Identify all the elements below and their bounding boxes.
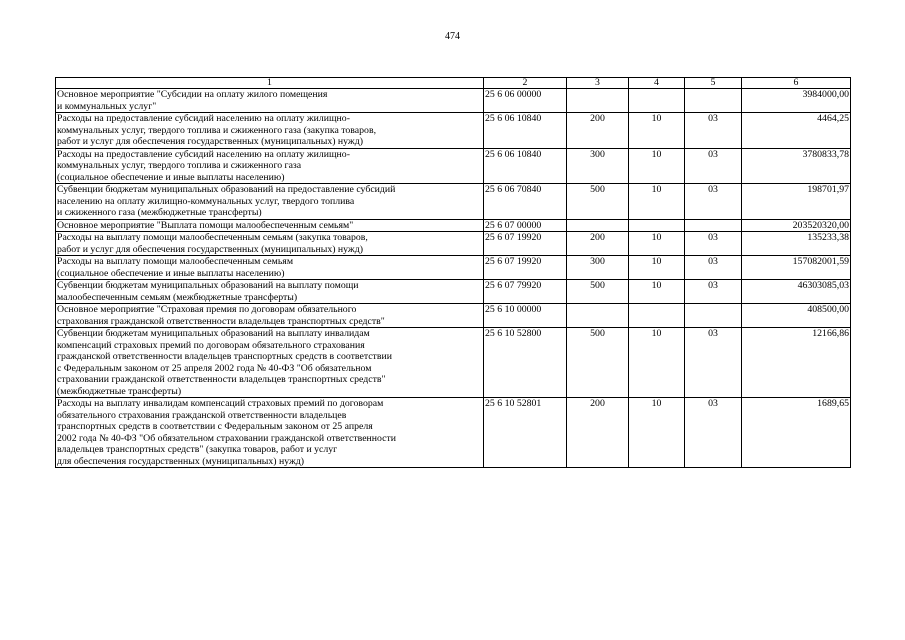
row-col4-cell: 10 [629,113,685,149]
row-col5-cell [685,89,742,113]
row-amount-cell: 198701,97 [742,184,851,220]
row-code-cell: 25 6 07 19920 [484,232,567,256]
row-col4-cell: 10 [629,184,685,220]
row-amount-cell: 3780833,78 [742,148,851,184]
row-amount-cell: 4464,25 [742,113,851,149]
row-amount-cell: 408500,00 [742,304,851,328]
table-row [56,148,851,184]
page-number: 474 [445,31,460,42]
row-name-cell: Расходы на предоставление субсидий населению на оплату жилищно- коммунальных услуг, твердого топлива и сжиженного газа (социальное обеспечение и иные выплаты населению) [56,148,484,184]
row-code-cell: 25 6 07 00000 [484,219,567,232]
row-name-cell: Субвенции бюджетам муниципальных образований на выплату инвалидам компенсаций страховых премий по договорам обязательного страхования гражданской ответственности владельцев транспортных средств в соответствии с Федеральным законом от 25 апреля 2002 года № 40-ФЗ "Об обязательном страховании гражданской ответственности владельцев транспортных средств" (межбюджетные трансферты) [56,328,484,398]
row-col4-cell: 10 [629,398,685,468]
row-amount-cell: 135233,38 [742,232,851,256]
row-col5-cell: 03 [685,328,742,398]
row-name-cell: Расходы на выплату помощи малообеспеченным семьям (закупка товаров, работ и услуг для обеспечения государственных (муниципальных) нужд) [56,232,484,256]
row-col3-cell: 300 [567,256,629,280]
budget-table [55,77,851,468]
row-name-cell: Основное мероприятие "Страховая премия по договорам обязательного страхования гражданской ответственности владельцев транспортных средств" [56,304,484,328]
row-col3-cell: 300 [567,148,629,184]
row-col5-cell [685,304,742,328]
row-col4-cell [629,89,685,113]
header-cell-3: 3 [567,78,629,89]
row-code-cell: 25 6 07 79920 [484,280,567,304]
table-row [56,328,851,398]
header-cell-name: 1 [56,78,484,89]
row-amount-cell: 3984000,00 [742,89,851,113]
row-code-cell: 25 6 07 19920 [484,256,567,280]
row-name-cell: Расходы на предоставление субсидий населению на оплату жилищно- коммунальных услуг, твердого топлива и сжиженного газа (закупка товаров, работ и услуг для обеспечения государственных (муниципальных) нужд) [56,113,484,149]
row-name-cell: Расходы на выплату помощи малообеспеченным семьям (социальное обеспечение и иные выплаты населению) [56,256,484,280]
header-cell-4: 4 [629,78,685,89]
row-amount-cell: 1689,65 [742,398,851,468]
row-code-cell: 25 6 10 52800 [484,328,567,398]
row-col4-cell [629,219,685,232]
row-col4-cell: 10 [629,148,685,184]
row-col3-cell [567,304,629,328]
row-col4-cell: 10 [629,280,685,304]
row-code-cell: 25 6 06 10840 [484,148,567,184]
table-row [56,219,851,232]
table-row [56,113,851,149]
table-header-row [56,78,851,89]
row-amount-cell: 12166,86 [742,328,851,398]
row-col5-cell: 03 [685,232,742,256]
row-amount-cell: 46303085,03 [742,280,851,304]
row-col5-cell [685,219,742,232]
header-cell-amount: 6 [742,78,851,89]
row-col3-cell [567,219,629,232]
row-col3-cell: 200 [567,232,629,256]
header-cell-code: 2 [484,78,567,89]
row-code-cell: 25 6 06 10840 [484,113,567,149]
row-col4-cell: 10 [629,256,685,280]
row-col5-cell: 03 [685,280,742,304]
row-name-cell: Субвенции бюджетам муниципальных образований на предоставление субсидий населению на оплату жилищно-коммунальных услуг, твердого топлива и сжиженного газа (межбюджетные трансферты) [56,184,484,220]
row-col4-cell: 10 [629,328,685,398]
row-name-cell: Субвенции бюджетам муниципальных образований на выплату помощи малообеспеченным семьям (межбюджетные трансферты) [56,280,484,304]
table-row [56,89,851,113]
table-row [56,280,851,304]
row-name-cell: Основное мероприятие "Выплата помощи малообеспеченным семьям" [56,219,484,232]
table-row [56,398,851,468]
row-col4-cell [629,304,685,328]
table-row [56,232,851,256]
row-col3-cell: 200 [567,398,629,468]
row-amount-cell: 157082001,59 [742,256,851,280]
row-amount-cell: 203520320,00 [742,219,851,232]
row-col3-cell: 200 [567,113,629,149]
row-col3-cell [567,89,629,113]
row-col3-cell: 500 [567,280,629,304]
row-col3-cell: 500 [567,328,629,398]
row-col5-cell: 03 [685,184,742,220]
row-code-cell: 25 6 06 70840 [484,184,567,220]
row-name-cell: Расходы на выплату инвалидам компенсаций страховых премий по договорам обязательного страхования гражданской ответственности владельцев транспортных средств в соответствии с Федеральным законом от 25 апреля 2002 года № 40-ФЗ "Об обязательном страховании гражданской ответственности владельцев транспортных средств" (закупка товаров, работ и услуг для обеспечения государственных (муниципальных) нужд) [56,398,484,468]
header-cell-5: 5 [685,78,742,89]
row-code-cell: 25 6 10 00000 [484,304,567,328]
row-code-cell: 25 6 06 00000 [484,89,567,113]
row-col5-cell: 03 [685,113,742,149]
table-row [56,184,851,220]
row-col5-cell: 03 [685,256,742,280]
table-row [56,304,851,328]
row-col4-cell: 10 [629,232,685,256]
row-col5-cell: 03 [685,148,742,184]
row-col3-cell: 500 [567,184,629,220]
row-col5-cell: 03 [685,398,742,468]
row-name-cell: Основное мероприятие "Субсидии на оплату жилого помещения и коммунальных услуг" [56,89,484,113]
row-code-cell: 25 6 10 52801 [484,398,567,468]
table-row [56,256,851,280]
